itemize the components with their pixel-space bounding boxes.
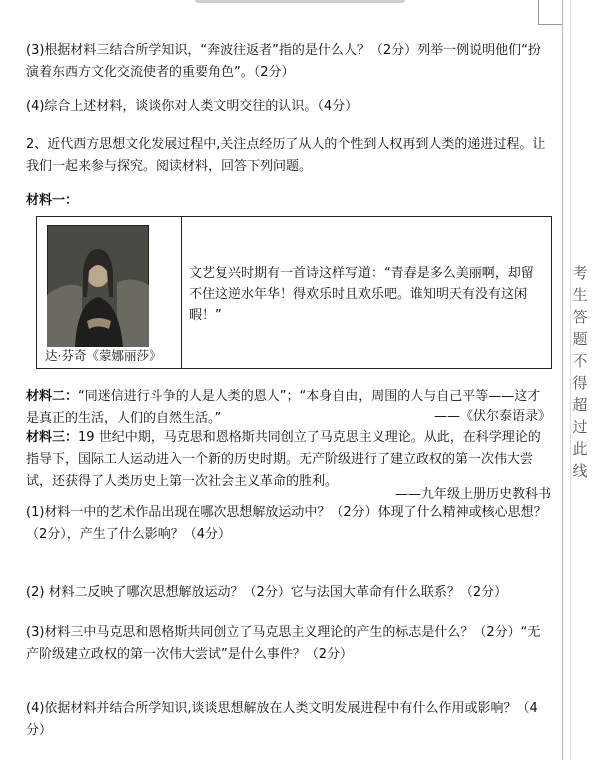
material-3-source: ——九年级上册历史教科书 bbox=[394, 487, 551, 502]
material-1-title: 材料一： bbox=[26, 193, 79, 208]
binding-line bbox=[562, 0, 563, 760]
page-top-edge bbox=[195, 0, 405, 3]
section-2-intro: 2、近代西方思想文化发展过程中,关注点经历了从人的个性到人权再到人类的递进过程。让我们一起来参与探究。阅读材料，回答下列问题。 bbox=[26, 137, 546, 174]
question-2: (2) 材料二反映了哪次思想解放运动？（2分）它与法国大革命有什么联系？（2分） bbox=[26, 585, 508, 600]
question-3: (3)材料三中马克思和恩格斯共同创立了马克思主义理论的产生的标志是什么？（2分）“无产阶级建立政权的第一次伟大尝试”是什么事件？（2分） bbox=[26, 625, 541, 662]
painting-cell bbox=[37, 217, 182, 368]
question-1: (1)材料一中的艺术作品出现在哪次思想解放运动中？（2分）体现了什么精神或核心思想？（2分），产生了什么影响？（4分） bbox=[26, 505, 547, 542]
poem-text: 文艺复兴时期有一首诗这样写道：“青春是多么美丽啊，却留不住这逆水年华！得欢乐时且欢乐吧。谁知明天有没有这闲暇！” bbox=[189, 266, 534, 323]
mona-lisa-painting bbox=[47, 225, 149, 347]
material-1-table bbox=[36, 216, 552, 369]
question-4: (4)依据材料并结合所学知识,谈谈思想解放在人类文明发展进程中有什么作用或影响？（4分） bbox=[26, 701, 538, 738]
material-2-title: 材料二： bbox=[26, 389, 79, 404]
material-3-text: 19 世纪中期，马克思和恩格斯共同创立了马克思主义理论。从此，在科学理论的指导下，国际工人运动进入一个新的历史时期。无产阶级进行了建立政权的第一次伟大尝试，还获得了人类历史上第一次社会主义革命的胜利。 bbox=[26, 430, 541, 489]
material-2-text: “同迷信进行斗争的人是人类的恩人”；“本身自由，周围的人与自己平等——这才是真正的生活，人们的自然生活。” bbox=[26, 389, 541, 426]
question-4-prev: (4)综合上述材料，谈谈你对人类文明交往的认识。（4分） bbox=[26, 99, 359, 114]
material-3-title: 材料三： bbox=[26, 430, 79, 445]
margin-rule-tick bbox=[538, 24, 562, 25]
material-2-source: ——《伏尔泰语录》 bbox=[433, 409, 551, 424]
margin-rule bbox=[538, 0, 539, 24]
painting-caption: 达·芬奇《蒙娜丽莎》 bbox=[45, 348, 162, 363]
question-3-prev: (3)根据材料三结合所学知识，“奔波往返者”指的是什么人？（2分）列举一例说明他们“扮演着东西方文化交流使者的重要角色”。（2分） bbox=[26, 43, 541, 80]
do-not-answer-beyond-line-note: 考 生 答 题 不 得 超 过 此 线 bbox=[572, 264, 588, 480]
